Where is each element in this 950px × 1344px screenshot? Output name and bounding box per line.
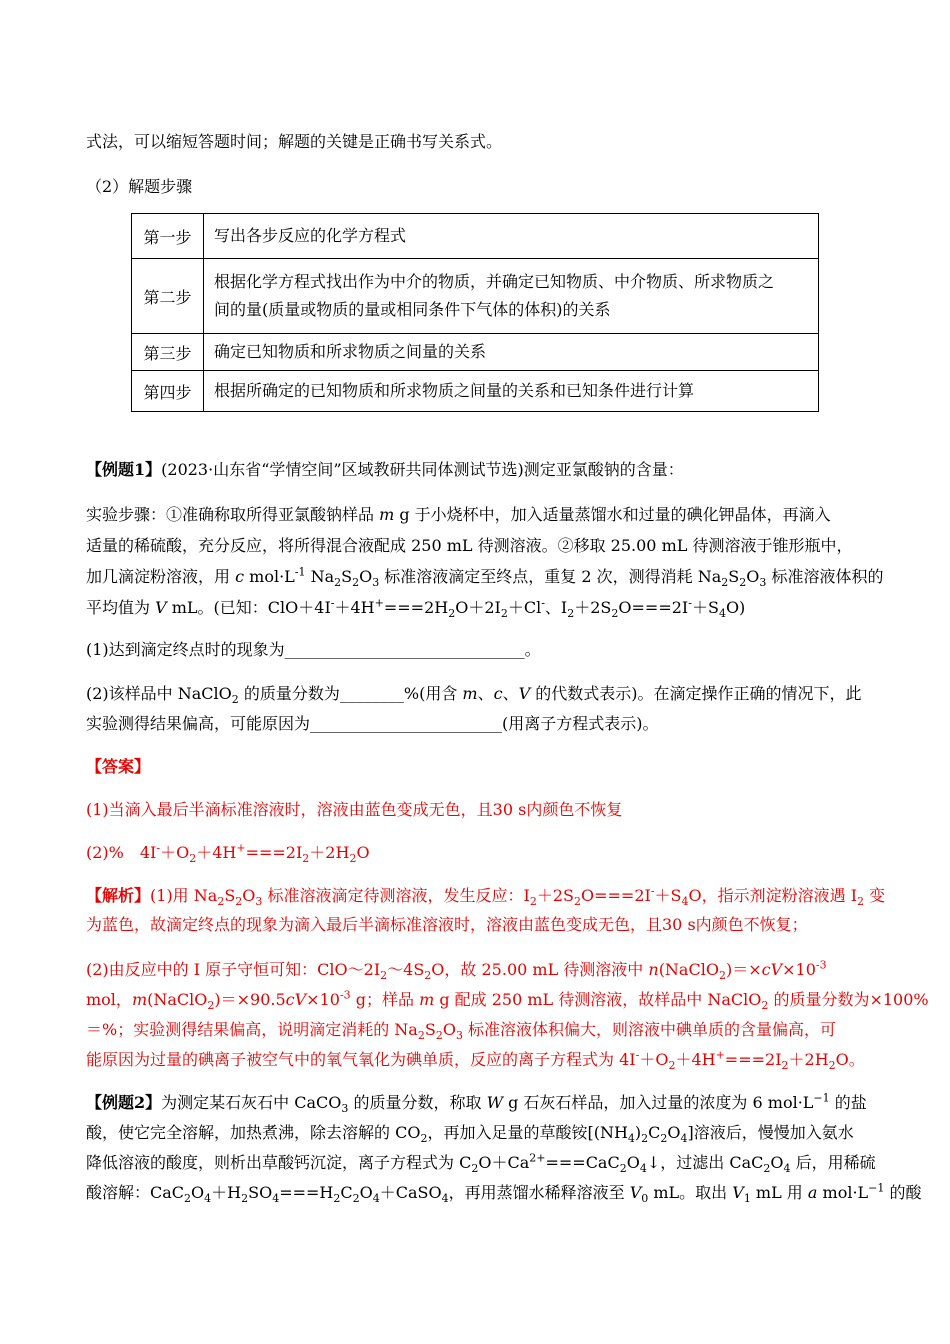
step-label: 第二步 xyxy=(132,259,204,334)
step-content xyxy=(204,259,819,334)
step-content: 根据所确定的已知物质和所求物质之间量的关系和已知条件进行计算 xyxy=(204,371,819,412)
question-2-cont: 实验测得结果偏高，可能原因为________________________(用离子方程式表示)。 xyxy=(86,714,659,733)
table-row xyxy=(132,214,819,259)
analysis-line: 能原因为过量的碘离子被空气中的氧气氧化为碘单质，反应的离子方程式为 $4I^-+O_2+4H^+===2I_2+2H_2O$。 xyxy=(86,1048,865,1073)
step-content-line: 根据化学方程式找出作为中介的物质，并确定已知物质、中介物质、所求物质之 xyxy=(214,272,775,291)
example1-step-line: 加几滴淀粉溶液，用 c $mol\cdot L^{-1}$ $Na_2S_2O_3$ 标准溶液滴定至终点，重复 2 次，测得消耗 $Na_2S_2O_3$ 标准溶液体积的 xyxy=(86,565,884,590)
step-content: 写出各步反应的化学方程式 xyxy=(204,214,819,259)
step-label: 第三步 xyxy=(132,334,204,371)
analysis-line: ＝%；实验测得结果偏高，说明滴定消耗的 $Na_2S_2O_3$ 标准溶液体积偏大，则溶液中碘单质的含量偏高，可 xyxy=(86,1020,837,1043)
example1-title: (2023·山东省“学情空间”区域教研共同体测试节选)测定亚氯酸钠的含量： xyxy=(161,460,684,479)
step-label: 第四步 xyxy=(132,371,204,412)
question-1: (1)达到滴定终点时的现象为______________________________。 xyxy=(86,640,541,659)
intro-text: 式法，可以缩短答题时间；解题的关键是正确书写关系式。 xyxy=(86,132,503,151)
table-row xyxy=(132,259,819,334)
example1-step-line: 适量的稀硫酸，充分反应，将所得混合液配成 250 mL 待测溶液。②移取 25.00 mL 待测溶液于锥形瓶中， xyxy=(86,536,853,555)
answer-1: (1)当滴入最后半滴标准溶液时，溶液由蓝色变成无色，且30 s内颜色不恢复 xyxy=(86,800,623,819)
table-row xyxy=(132,371,819,412)
question-2: (2)该样品中 NaClO$_2$ 的质量分数为________%(用含 m、c、V 的代数式表示)。在滴定操作正确的情况下，此 xyxy=(86,684,862,707)
steps-table xyxy=(131,213,819,412)
example1-step-line: 平均值为 V mL。(已知：$ClO+4I^-+4H^+===2H_2O+2I_2+Cl^-$、$I_2+2S_2O===2I^-+S_4O$) xyxy=(86,596,746,621)
answer-2: (2)% $4I^-+O_2+4H^+===2I_2+2H_2O$ xyxy=(86,841,370,866)
example2-label: 【例题2】 xyxy=(86,1093,162,1112)
analysis-line: mol，$m(NaClO_2)=\times 90.5cV\times 10^{-3}$ g；样品 m g 配成 250 mL 待测溶液，故样品中 NaClO$_2$ 的质量分数为×100% xyxy=(86,988,929,1013)
answer-label: 【答案】 xyxy=(86,757,151,776)
example1-step-line: 实验步骤：①准确称取所得亚氯酸钠样品 m g 于小烧杯中，加入适量蒸馏水和过量的碘化钾晶体，再滴入 xyxy=(86,505,831,524)
example2-line: 【例题2】为测定某石灰石中 CaCO$_3$ 的质量分数，称取 W g 石灰石样品，加入过量的浓度为 6 $mol\cdot L^{-1}$ 的盐 xyxy=(86,1091,867,1116)
example1-heading xyxy=(86,460,684,480)
table-row xyxy=(132,334,819,371)
analysis-line: 为蓝色，故滴定终点的现象为滴入最后半滴标准溶液时，溶液由蓝色变成无色，且30 s内颜色不恢复； xyxy=(86,915,808,934)
analysis-label: 【解析】 xyxy=(86,886,151,905)
example1-label: 【例题1】 xyxy=(86,460,162,479)
example2-line: 酸溶解：$CaC_2O_4+H_2SO_4===H_2C_2O_4+CaSO_4$，再用蒸馏水稀释溶液至 $V_0$ mL。取出 $V_1$ mL 用 a $mol\cdot L^{-1}$ 的酸 xyxy=(86,1181,922,1206)
example2-line: 降低溶液的酸度，则析出草酸钙沉淀，离子方程式为 $C_2O+Ca^{2+}===CaC_2O_4↓$，过滤出 $CaC_2O_4$ 后，用稀硫 xyxy=(86,1151,876,1176)
step-content: 确定已知物质和所求物质之间量的关系 xyxy=(204,334,819,371)
analysis-line: (2)由反应中的 I 原子守恒可知：$ClO\sim 2I_2\sim 4S_2O$，故 25.00 mL 待测溶液中 $n(NaClO_2)=\times cV\times 10^{-3}$ xyxy=(86,958,827,983)
example2-line: 酸，使它完全溶解，加热煮沸，除去溶解的 $CO_2$，再加入足量的草酸铵$[(NH_4)_2C_2O_4]$溶液后，慢慢加入氨水 xyxy=(86,1123,854,1146)
step-label: 第一步 xyxy=(132,214,204,259)
section-heading: （2）解题步骤 xyxy=(86,177,193,196)
step-content-line: 间的量(质量或物质的量或相同条件下气体的体积)的关系 xyxy=(214,300,611,319)
analysis-line: 【解析】(1)用 $Na_2S_2O_3$ 标准溶液滴定待测溶液，发生反应：$I_2+2S_2O===2I^-+S_4O$，指示剂淀粉溶液遇 $I_2$ 变 xyxy=(86,884,886,909)
